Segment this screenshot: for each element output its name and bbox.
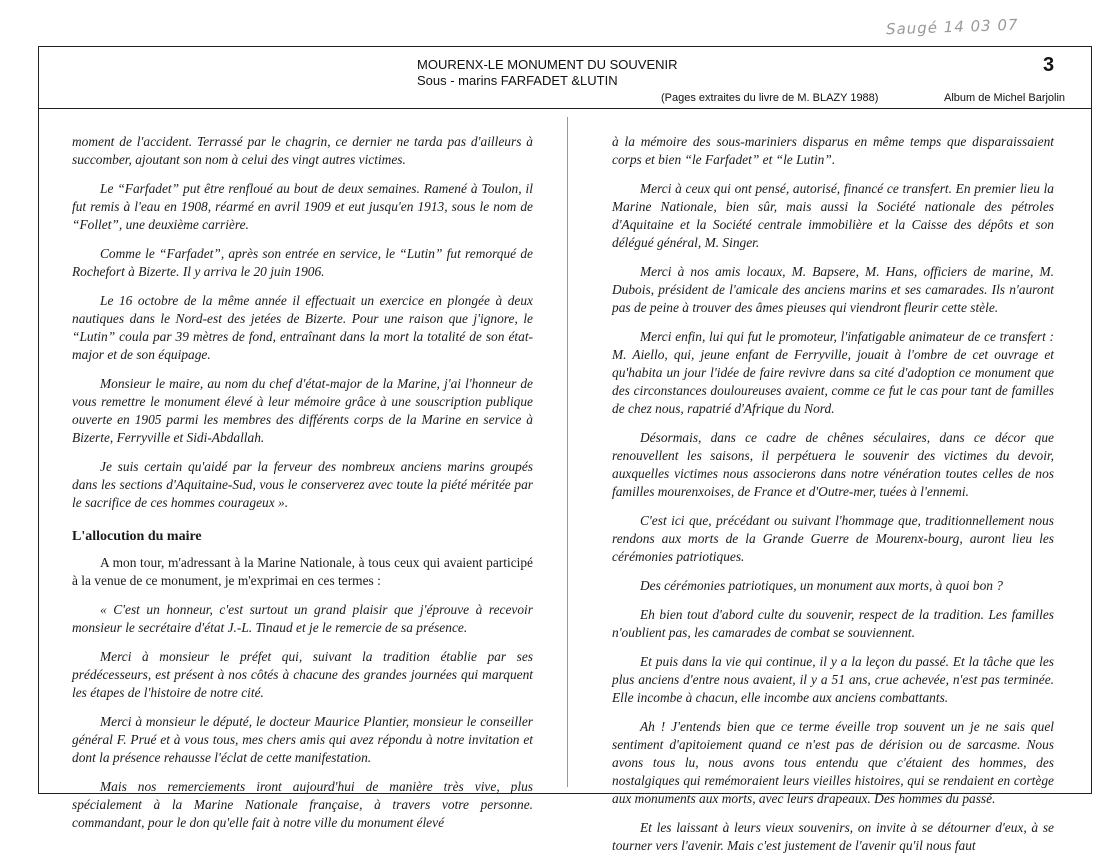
right-column	[612, 133, 1054, 866]
paragraph: Désormais, dans ce cadre de chênes séculaires, dans ce décor que renouvellent les saisons, il perpétuera le souvenir des victimes du devoir, auxquelles victimes nous associerons dans notre vénération toutes celles de nos familles mourenxoises, de France et d'Outre-mer, tuées à l'ennemi.	[612, 430, 1054, 499]
paragraph: Ah ! J'entends bien que ce terme éveille trop souvent un je ne sais quel sentiment d'apitoiement quand ce n'est pas de dérision ou de sarcasme. Nous avons tous lu, nous avons tous entendu que c'étaient des hommes, des nostalgiques qui remémoraient leurs vieilles histoires, qui se rendaient en cortège aux monuments aux morts, avec leurs drapeaux. Des hommes du passé.	[612, 719, 1054, 806]
paragraph: Monsieur le maire, au nom du chef d'état-major de la Marine, j'ai l'honneur de vous remettre le monument élevé à leur mémoire grâce à une souscription publique ouverte en 1905 parmi les membres des différents corps de la Marine en service à Bizerte, Ferryville et Sidi-Abdallah.	[72, 376, 533, 445]
paragraph: à la mémoire des sous-mariniers disparus en même temps que disparaissaient corps et bien “le Farfadet” et “le Lutin”.	[612, 134, 1054, 167]
paragraph: Merci à ceux qui ont pensé, autorisé, financé ce transfert. En premier lieu la Marine Nationale, bien sûr, mais aussi la Société nationale des pétroles d'Aquitaine et la Société centrale immobilière et la Caisse des dépôts et son délégué général, M. Singer.	[612, 181, 1054, 250]
handwritten-note: Saugé 14 03 07	[885, 15, 1019, 39]
page-frame	[38, 46, 1092, 853]
paragraph: Le “Farfadet” put être renfloué au bout de deux semaines. Ramené à Toulon, il fut remis à l'eau en 1908, réarmé en avril 1909 et eut jusqu'en 1913, sous le nom de “Follet”, une deuxième carrière.	[72, 181, 533, 232]
paragraph: Merci à monsieur le préfet qui, suivant la tradition établie par ses prédécesseurs, est présent à nos côtés à chacune des grandes journées qui marquent les étapes de l'histoire de notre cité.	[72, 649, 533, 700]
paragraph: Et puis dans la vie qui continue, il y a la leçon du passé. Et la tâche que les plus anciens d'entre nous avaient, il y a 51 ans, crue achevée, n'est pas terminée. Elle incombe à chacun, elle incombe aux anciens combattants.	[612, 654, 1054, 705]
paragraph: Et les laissant à leurs vieux souvenirs, on invite à se détourner d'eux, à se tourner vers l'avenir. Mais c'est justement de l'avenir qu'il nous faut	[612, 820, 1054, 853]
paragraph: Merci à monsieur le député, le docteur Maurice Plantier, monsieur le conseiller général F. Prué et à vous tous, mes chers amis qui avez répondu à notre invitation et dont la présence rehausse l'éclat de cette manifestation.	[72, 714, 533, 765]
header-source: (Pages extraites du livre de M. BLAZY 1988)	[661, 92, 879, 104]
column-divider	[567, 117, 568, 787]
header-title: MOURENX-LE MONUMENT DU SOUVENIR	[417, 57, 678, 72]
paragraph: Je suis certain qu'aidé par la ferveur des nombreux anciens marins groupés dans les sections d'Aquitaine-Sud, vous le conserverez avec toute la piété méritée par le sacrifice de ces hommes courageux ».	[72, 459, 533, 510]
paragraph: Merci enfin, lui qui fut le promoteur, l'infatigable animateur de ce transfert : M. Aiello, qui, jeune enfant de Ferryville, jouait à l'ombre de cet ouvrage et qu'habita un jour l'idée de faire revivre dans sa cité d'adoption ce monument que des circonstances douloureuses avaient, comme ce fut le cas pour tant de familles de chez nous, rapatrié d'Afrique du Nord.	[612, 329, 1054, 416]
paragraph: C'est ici que, précédant ou suivant l'hommage que, traditionnellement nous rendons aux morts de la Grande Guerre de Mourenx-bourg, auront lieu les cérémonies patriotiques.	[612, 513, 1054, 564]
paragraph: Comme le “Farfadet”, après son entrée en service, le “Lutin” fut remorqué de Rochefort à Bizerte. Il y arriva le 20 juin 1906.	[72, 246, 533, 279]
header-subtitle: Sous - marins FARFADET &LUTIN	[417, 73, 618, 88]
header-album: Album de Michel Barjolin	[944, 92, 1066, 104]
paragraph: Mais nos remerciements iront aujourd'hui de manière très vive, plus spécialement à la Marine Nationale française, à travers votre personne. commandant, pour le don qu'elle fait à notre ville du monument élevé	[72, 779, 533, 830]
paragraph: Des cérémonies patriotiques, un monument aux morts, à quoi bon ?	[640, 578, 1003, 593]
paragraph: A mon tour, m'adressant à la Marine Nationale, à tous ceux qui avaient participé à la venue de ce monument, je m'exprimai en ces termes :	[72, 555, 533, 588]
paragraph: « C'est un honneur, c'est surtout un grand plaisir que j'éprouve à recevoir monsieur le secrétaire d'état J.-L. Tinaud et je le remercie de sa présence.	[72, 602, 533, 635]
paragraph: Eh bien tout d'abord culte du souvenir, respect de la tradition. Les familles n'oublient pas, les camarades de combat se souviennent.	[612, 607, 1054, 640]
paragraph: Merci à nos amis locaux, M. Bapsere, M. Hans, officiers de marine, M. Dubois, président de l'amicale des anciens marins et ses camarades. Ils n'auront pas de peine à trouver des âmes pieuses qui viendront fleurir cette stèle.	[612, 264, 1054, 315]
paragraph: Le 16 octobre de la même année il effectuait un exercice en plongée à deux nautiques dans le Nord-est des jetées de Bizerte. Pour une raison que j'ignore, le “Lutin” coula par 39 mètres de fond, entraînant dans la mort la totalité de son état-major et de son équipage.	[72, 293, 533, 362]
section-heading: L'allocution du maire	[72, 529, 202, 544]
page-number: 3	[1043, 54, 1055, 76]
page-header	[39, 47, 1091, 109]
paragraph: moment de l'accident. Terrassé par le chagrin, ce dernier ne tarda pas d'ailleurs à succomber, ajoutant son nom à celui des vingt autres victimes.	[72, 134, 533, 167]
left-column	[72, 133, 533, 843]
